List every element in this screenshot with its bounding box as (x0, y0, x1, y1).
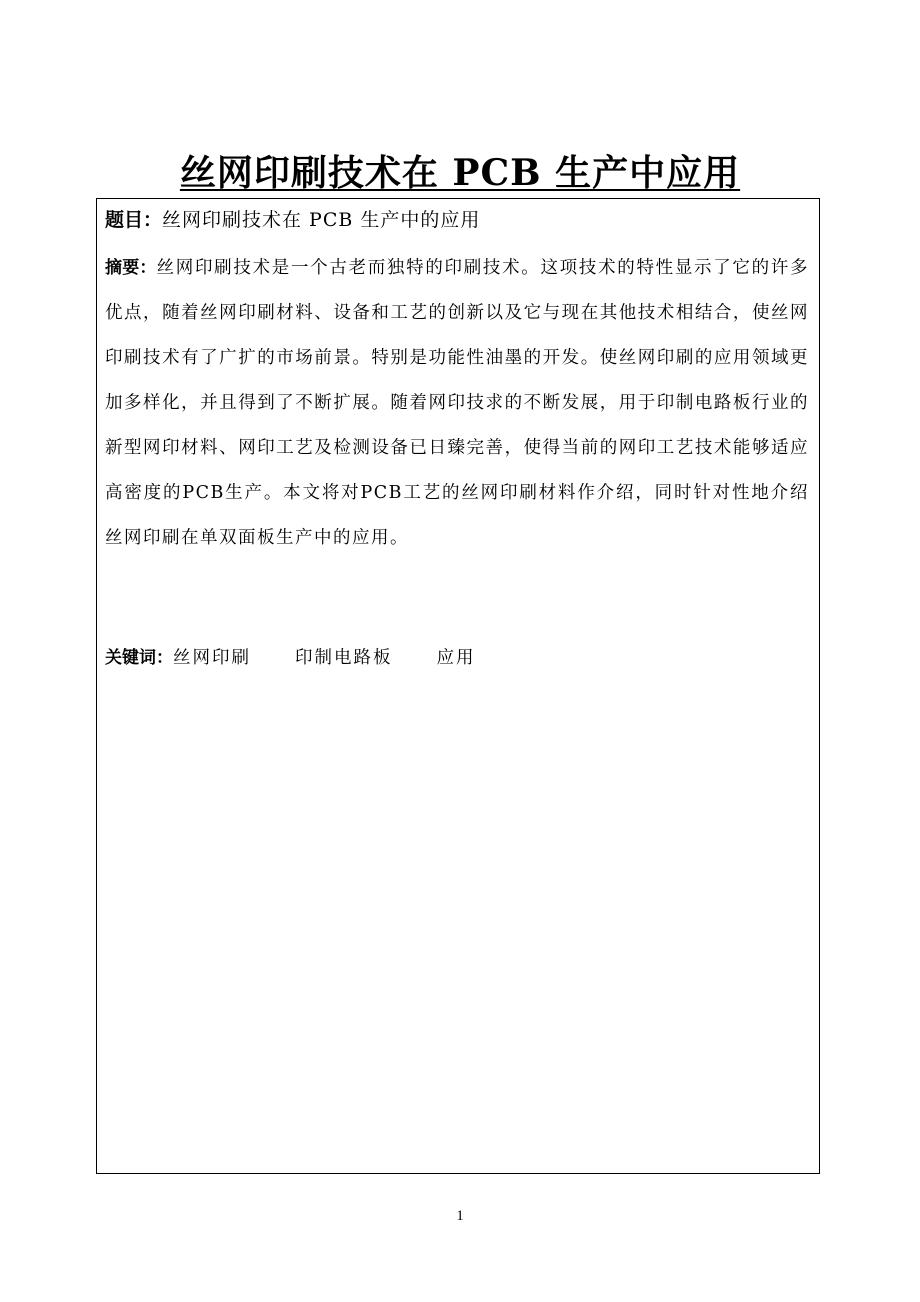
keyword-item: 应用 (436, 648, 476, 668)
abstract-paragraph (105, 246, 809, 561)
subject-line (105, 203, 811, 237)
abstract-label: 摘要： (105, 258, 157, 278)
page-number: 1 (456, 1208, 464, 1224)
subject-text: 丝网印刷技术在 PCB 生产中的应用 (162, 209, 481, 231)
keyword-item: 丝网印刷 (173, 648, 251, 668)
abstract-frame (96, 198, 820, 1174)
subject-label: 题目： (105, 209, 163, 231)
keywords-line (105, 641, 809, 675)
abstract-text: 丝网印刷技术是一个古老而独特的印刷技术。这项技术的特性显示了它的许多优点，随着丝网印刷材料、设备和工艺的创新以及它与现在其他技术相结合，使丝网印刷技术有了广扩的市场前景。特别是功能性油墨的开发。使丝网印刷的应用领域更加多样化，并且得到了不断扩展。随着网印技求的不断发展，用于印制电路板行业的新型网印材料、网印工艺及检测设备已日臻完善，使得当前的网印工艺技术能够适应高密度的PCB生产。本文将对PCB工艺的丝网印刷材料作介绍，同时针对性地介绍丝网印刷在单双面板生产中的应用。 (105, 258, 810, 548)
keywords-label: 关键词： (105, 648, 173, 668)
keyword-item: 印制电路板 (295, 648, 393, 668)
document-title (0, 146, 920, 200)
document-title-text: 丝网印刷技术在 PCB 生产中应用 (179, 152, 741, 194)
